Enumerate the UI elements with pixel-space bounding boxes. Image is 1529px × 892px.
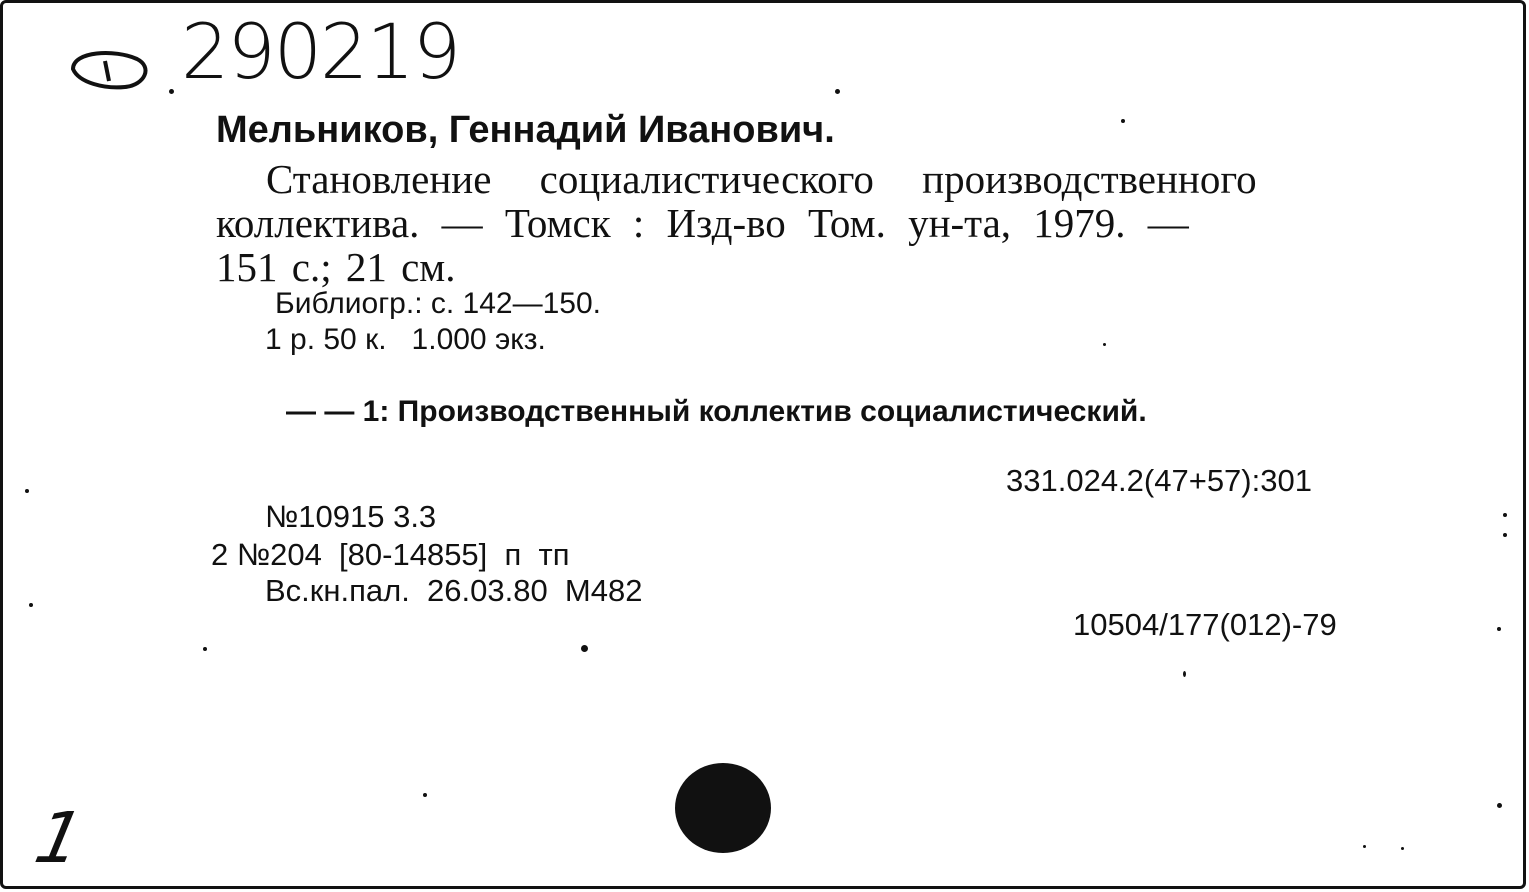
speck xyxy=(1363,845,1366,848)
punch-hole xyxy=(675,763,771,853)
record-number: 2 №204 [80-14855] п тп xyxy=(211,537,570,572)
chamber-line: Вс.кн.пал. 26.03.80 М482 xyxy=(265,573,643,608)
registry-number: №10915 3.3 xyxy=(265,499,437,534)
speck xyxy=(1503,533,1507,537)
price-circulation: 1 р. 50 к. 1.000 экз. xyxy=(265,323,546,356)
title-line-3: 151 с.; 21 см. xyxy=(216,244,456,290)
author-heading: Мельников, Геннадий Иванович. xyxy=(216,109,835,151)
bibliography-note: Библиогр.: с. 142—150. xyxy=(275,287,601,320)
speck xyxy=(1103,343,1106,346)
speck xyxy=(581,645,588,652)
speck xyxy=(423,793,427,797)
speck xyxy=(169,89,174,94)
speck xyxy=(25,489,29,493)
speck xyxy=(1183,671,1186,677)
title-line-1: Становление социалистического производственного xyxy=(266,156,1257,202)
speck xyxy=(835,89,840,94)
subject-heading: — — 1: Производственный коллектив социалистический. xyxy=(286,395,1147,428)
handwritten-d-mark xyxy=(65,41,155,95)
corner-mark: 1 xyxy=(28,797,91,879)
speck xyxy=(1401,847,1404,850)
speck xyxy=(1121,119,1125,123)
speck xyxy=(1503,513,1507,517)
speck xyxy=(1497,803,1502,808)
speck xyxy=(1497,627,1501,631)
speck xyxy=(29,603,33,607)
speck xyxy=(203,647,207,651)
title-line-2: коллектива. — Томск : Изд-во Том. ун-та, 1979. — xyxy=(216,200,1189,246)
classification-code: 10504/177(012)-79 xyxy=(1073,607,1337,642)
udc-code: 331.024.2(47+57):301 xyxy=(1006,463,1312,498)
inventory-number: 290219 xyxy=(181,7,460,96)
